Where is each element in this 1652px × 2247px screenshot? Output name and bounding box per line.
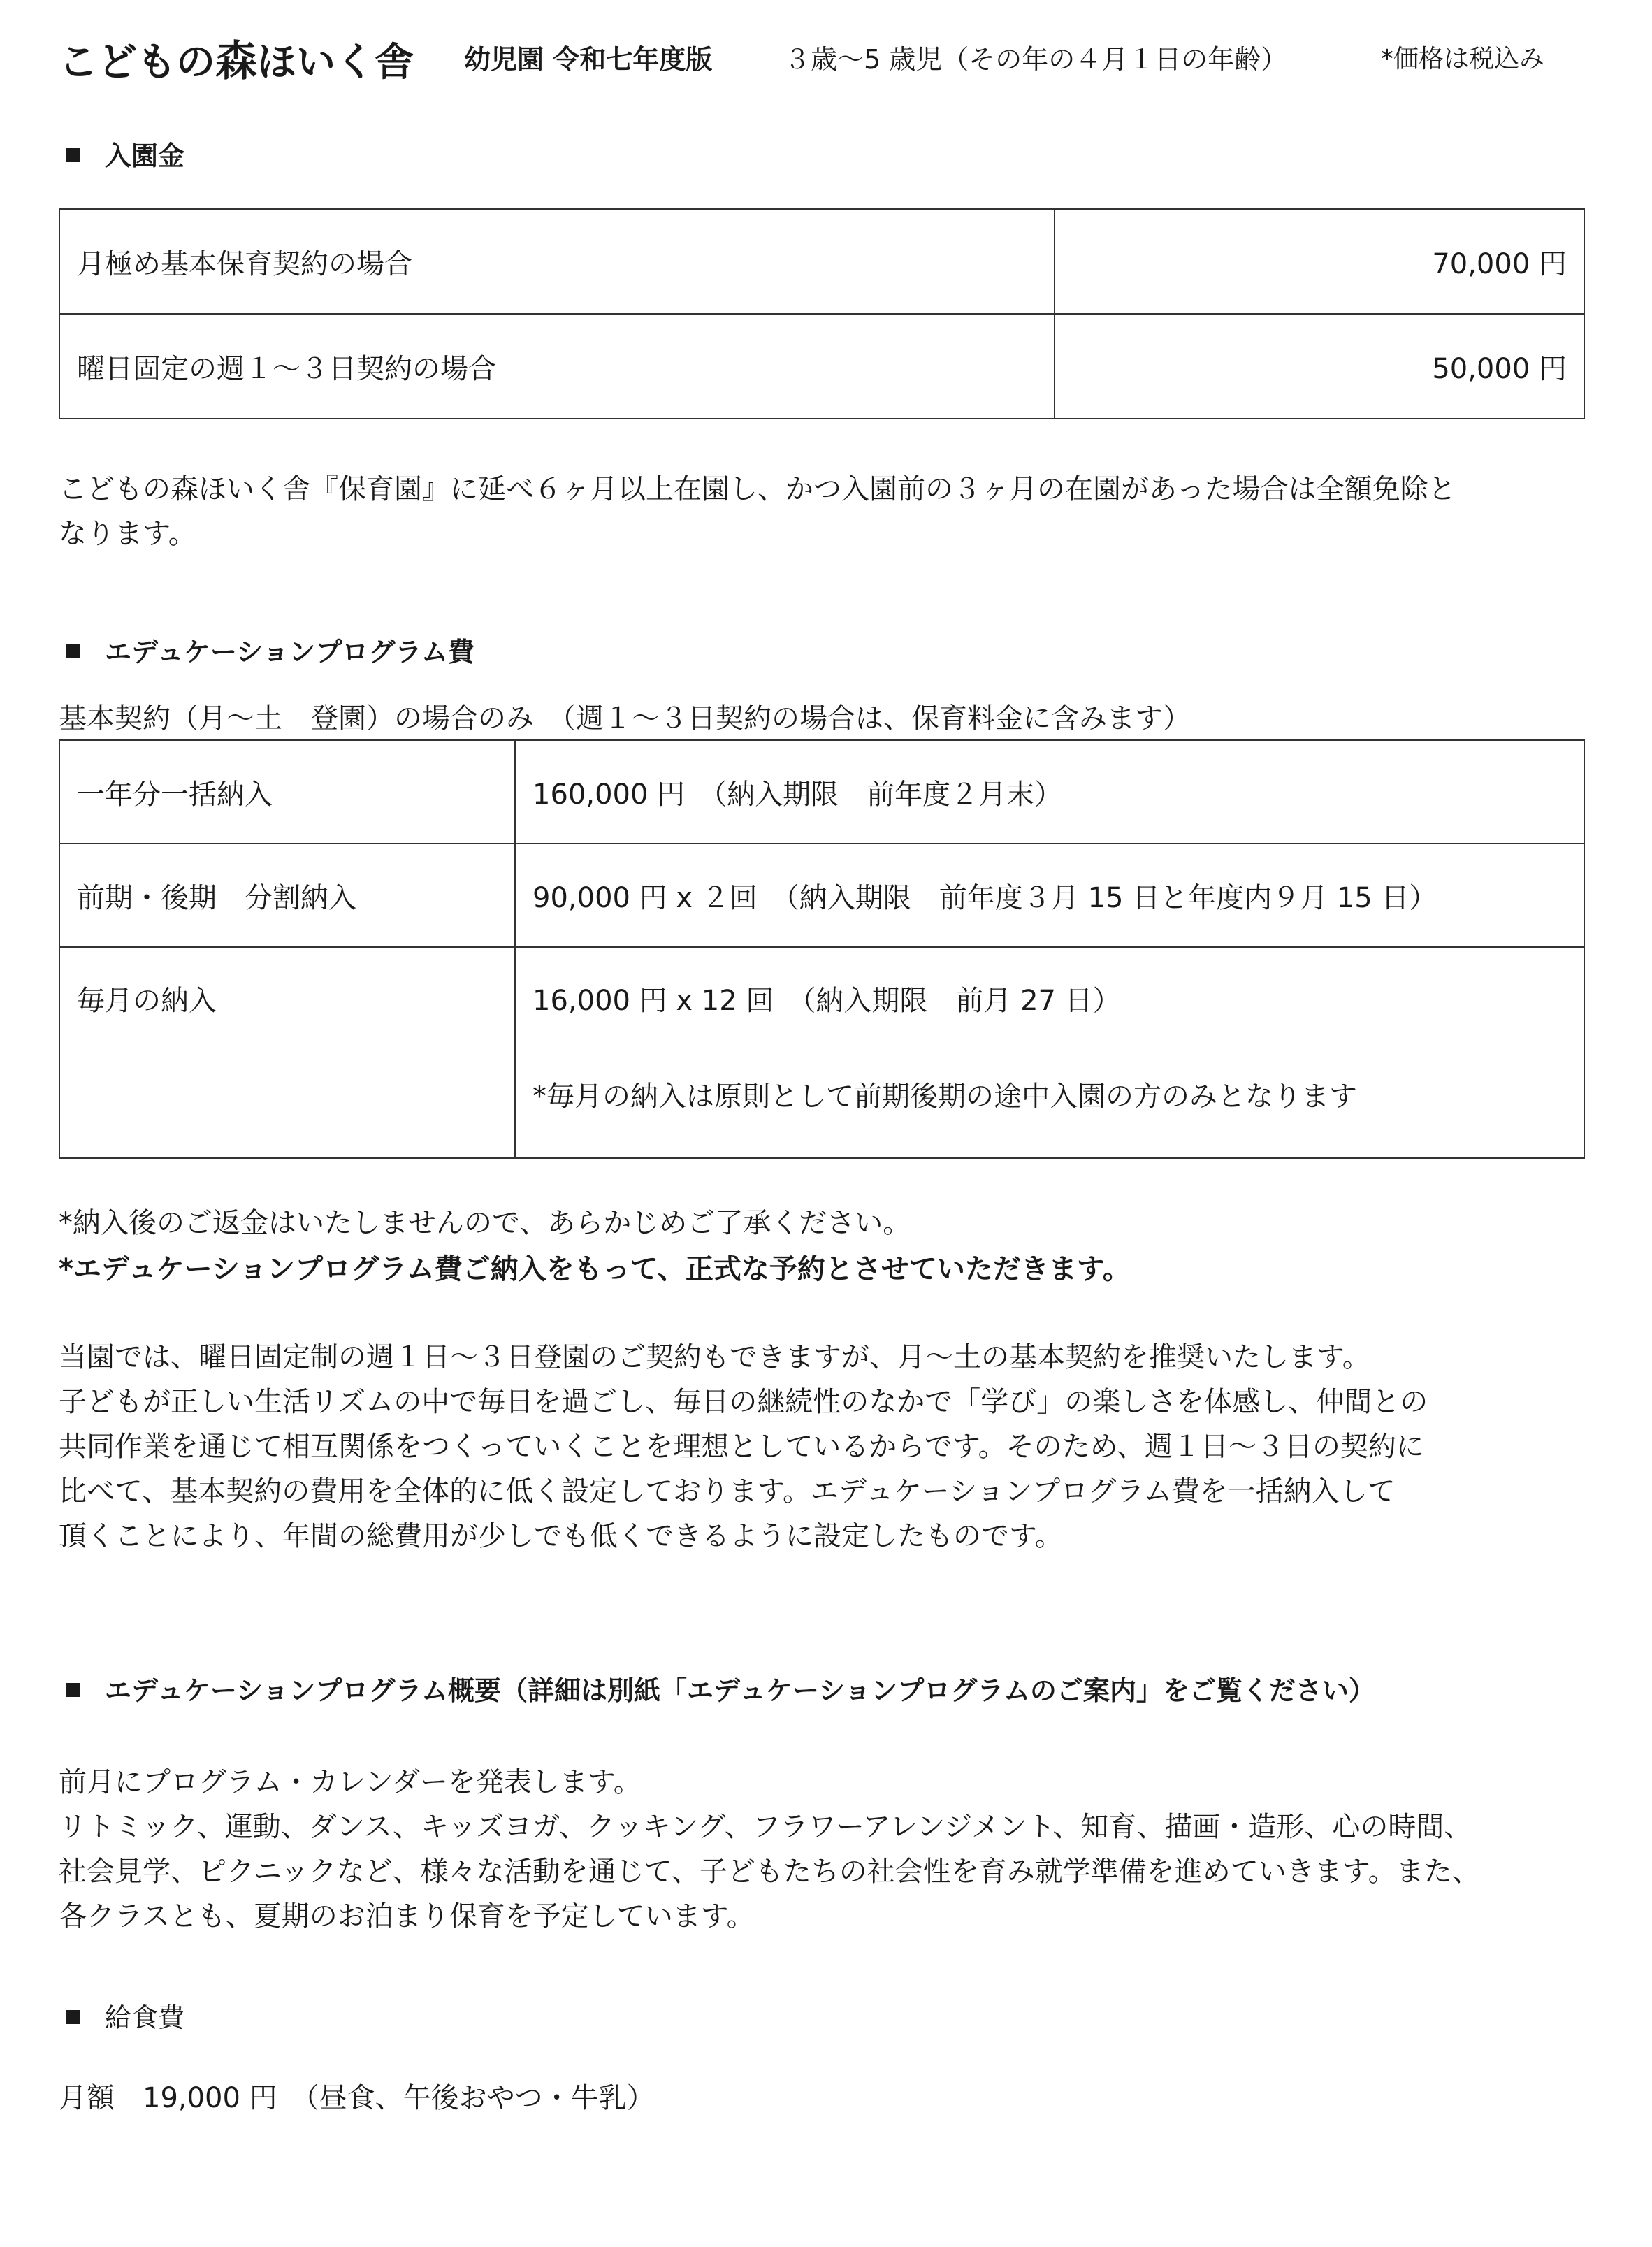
row-label: 月極め基本保育契約の場合 xyxy=(59,209,1055,314)
text-line: なります。 xyxy=(59,518,196,550)
text-line: 比べて、基本契約の費用を全体的に低く設定しております。エデュケーションプログラム費を一括納入して xyxy=(59,1475,1396,1508)
text-line: 社会見学、ピクニックなど、様々な活動を通じて、子どもたちの社会性を育み就学準備を進めていきます。また、 xyxy=(59,1856,1480,1888)
basic-contract-explanation xyxy=(59,1335,1428,1559)
square-bullet-icon xyxy=(66,644,80,658)
refund-note: *納入後のご返金はいたしませんので、あらかじめご了承ください。 xyxy=(59,1207,911,1239)
enrollment-exemption-note xyxy=(59,467,1456,556)
kindergarten-edition: 幼児園 令和七年度版 xyxy=(464,44,713,75)
program-fee-subtitle: 基本契約（月～土 登園）の場合のみ （週１～３日契約の場合は、保育料金に含みます） xyxy=(59,702,1191,735)
section-heading-enrollment xyxy=(66,134,184,173)
brand-mori: 森 xyxy=(215,37,257,86)
row-amount: 50,000 円 xyxy=(1055,314,1584,419)
row-value: 16,000 円 x 12 回 （納入期限 前月 27 日） xyxy=(532,985,1121,1017)
text-line: リトミック、運動、ダンス、キッズヨガ、クッキング、フラワーアレンジメント、知育、描画・造形、心の時間、 xyxy=(59,1811,1472,1843)
table-row xyxy=(59,740,1584,844)
row-label: 曜日固定の週１～３日契約の場合 xyxy=(59,314,1055,419)
row-value-cell xyxy=(515,947,1584,1158)
reservation-note: *エデュケーションプログラム費ご納入をもって、正式な予約とさせていただきます。 xyxy=(59,1253,1131,1285)
row-label: 一年分一括納入 xyxy=(59,740,515,844)
tax-note: *価格は税込み xyxy=(1381,45,1545,73)
square-bullet-icon xyxy=(66,2010,80,2024)
heading-text: エデュケーションプログラム概要（詳細は別紙「エデュケーションプログラムのご案内」をご覧ください） xyxy=(105,1675,1375,1706)
heading-text: 給食費 xyxy=(105,2002,185,2033)
brand-title xyxy=(59,28,414,88)
row-label: 毎月の納入 xyxy=(59,947,515,1158)
section-heading-program-fee xyxy=(66,630,474,669)
age-range: ３歳～5 歳児（その年の４月１日の年齢） xyxy=(784,44,1288,75)
section-heading-meal xyxy=(66,1996,184,2035)
square-bullet-icon xyxy=(66,1683,80,1697)
table-row xyxy=(59,314,1584,419)
text-line: 頂くことにより、年間の総費用が少しでも低くできるように設定したものです。 xyxy=(59,1520,1063,1552)
text-line: 当園では、曜日固定制の週１日～３日登園のご契約もできますが、月～土の基本契約を推奨いたします。 xyxy=(59,1341,1370,1373)
row-amount: 70,000 円 xyxy=(1055,209,1584,314)
row-note: *毎月の納入は原則として前期後期の途中入園の方のみとなります xyxy=(532,1081,1357,1113)
heading-text: 入園金 xyxy=(105,140,185,171)
brand-prefix: こどもの xyxy=(59,40,215,85)
text-line: 前月にプログラム・カレンダーを発表します。 xyxy=(59,1766,642,1798)
enrollment-fee-table xyxy=(59,208,1585,419)
text-line: 共同作業を通じて相互関係をつくっていくことを理想としているからです。そのため、週１日～３日の契約に xyxy=(59,1431,1424,1463)
square-bullet-icon xyxy=(66,148,80,162)
meal-fee-text: 月額 19,000 円 （昼食、午後おやつ・牛乳） xyxy=(59,2082,655,2114)
text-line: 各クラスとも、夏期のお泊まり保育を予定しています。 xyxy=(59,1900,755,1932)
text-line: 子どもが正しい生活リズムの中で毎日を過ごし、毎日の継続性のなかで「学び」の楽しさを体感し、仲間との xyxy=(59,1386,1428,1418)
section-heading-program-overview xyxy=(66,1669,1375,1707)
brand-suffix: ほいく舎 xyxy=(257,40,414,85)
row-value: 90,000 円 x ２回 （納入期限 前年度３月 15 日と年度内９月 15 日） xyxy=(515,844,1584,947)
table-row xyxy=(59,844,1584,947)
text-line: こどもの森ほいく舎『保育園』に延べ６ヶ月以上在園し、かつ入園前の３ヶ月の在園があった場合は全額免除と xyxy=(59,473,1456,505)
table-row xyxy=(59,209,1584,314)
heading-text: エデュケーションプログラム費 xyxy=(105,637,474,667)
row-value: 160,000 円 （納入期限 前年度２月末） xyxy=(515,740,1584,844)
program-fee-table xyxy=(59,739,1585,1159)
program-overview-text xyxy=(59,1760,1480,1939)
table-row xyxy=(59,947,1584,1158)
row-label: 前期・後期 分割納入 xyxy=(59,844,515,947)
